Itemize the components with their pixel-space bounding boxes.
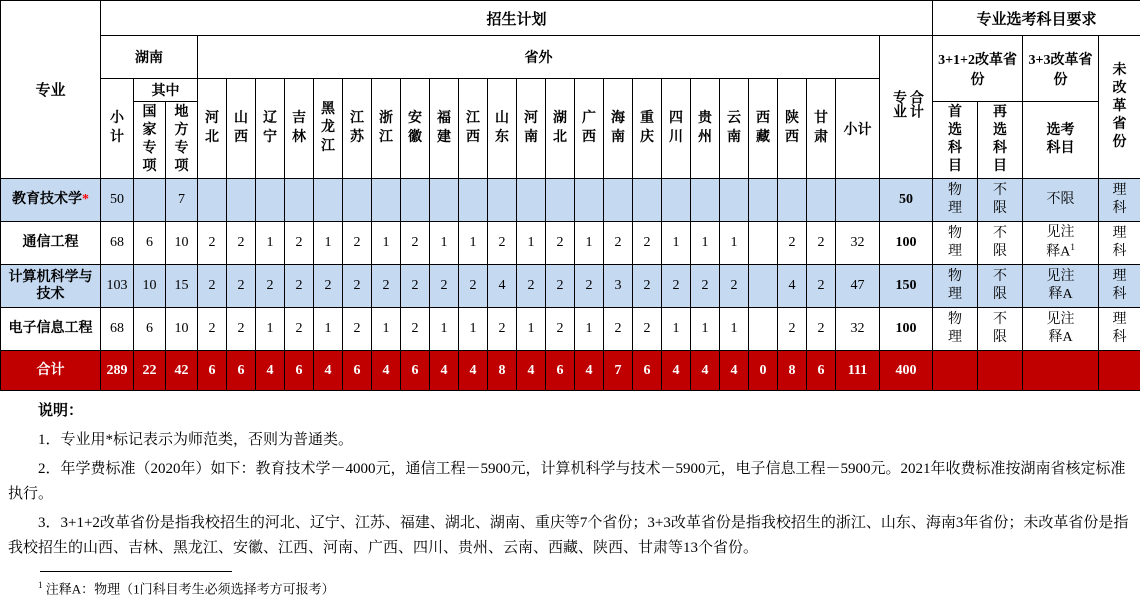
cell-province-6: 1 xyxy=(372,222,401,265)
cell-province-21: 6 xyxy=(807,351,836,391)
header-national-special xyxy=(134,102,166,179)
cell-province-0: 2 xyxy=(198,308,227,351)
cell-national-special: 6 xyxy=(134,222,166,265)
cell-province-13: 2 xyxy=(575,265,604,308)
province-label: 吉林 xyxy=(291,110,306,146)
cell-major-name xyxy=(1,222,101,265)
cell-province-16 xyxy=(662,179,691,222)
major-name: 合计 xyxy=(37,363,65,378)
cell-province-6: 4 xyxy=(372,351,401,391)
province-label: 云南 xyxy=(726,110,741,146)
cell-value: 不限 xyxy=(992,268,1007,304)
cell-province-21: 2 xyxy=(807,265,836,308)
cell-province-16: 4 xyxy=(662,351,691,391)
cell-value: 物理 xyxy=(947,225,962,261)
cell-national-special: 22 xyxy=(134,351,166,391)
cell-province-12: 2 xyxy=(546,308,575,351)
header-province xyxy=(430,79,459,179)
cell-province-3: 6 xyxy=(285,351,314,391)
header-second-subject xyxy=(978,102,1023,179)
province-label: 河南 xyxy=(523,110,538,146)
cell-hunan-subtotal: 50 xyxy=(101,179,134,222)
major-name: 教育技术学 xyxy=(12,192,82,207)
cell-province-19 xyxy=(749,265,778,308)
header-exam-subject-label: 选考科目 xyxy=(1044,122,1078,158)
cell-province-6: 2 xyxy=(372,265,401,308)
header-province xyxy=(633,79,662,179)
province-label: 广西 xyxy=(581,110,596,146)
cell-province-14: 3 xyxy=(604,265,633,308)
header-first-subject-label: 首选科目 xyxy=(947,104,962,177)
header-province xyxy=(488,79,517,179)
cell-province-14: 2 xyxy=(604,308,633,351)
cell-unreformed xyxy=(1099,222,1140,265)
cell-major-name xyxy=(1,265,101,308)
province-label: 海南 xyxy=(610,110,625,146)
cell-province-7: 2 xyxy=(401,308,430,351)
cell-province-1: 2 xyxy=(227,265,256,308)
cell-second-subject xyxy=(978,222,1023,265)
cell-province-9: 1 xyxy=(459,308,488,351)
cell-province-7 xyxy=(401,179,430,222)
cell-outside-subtotal: 111 xyxy=(836,351,880,391)
cell-province-1: 2 xyxy=(227,308,256,351)
province-label: 湖北 xyxy=(552,110,567,146)
cell-province-10: 2 xyxy=(488,308,517,351)
cell-province-8: 1 xyxy=(430,222,459,265)
province-label: 陕西 xyxy=(784,110,799,146)
cell-province-11: 1 xyxy=(517,222,546,265)
cell-national-special: 10 xyxy=(134,265,166,308)
footnote-separator xyxy=(40,571,232,572)
province-label: 浙江 xyxy=(378,110,393,146)
province-label: 西藏 xyxy=(755,110,770,146)
cell-province-12 xyxy=(546,179,575,222)
cell-unreformed xyxy=(1099,351,1140,391)
header-hunan-subtotal-label: 小计 xyxy=(109,110,124,146)
cell-province-17: 2 xyxy=(691,265,720,308)
cell-province-9: 4 xyxy=(459,351,488,391)
cell-province-1 xyxy=(227,179,256,222)
cell-province-5: 2 xyxy=(343,308,372,351)
cell-second-subject xyxy=(978,265,1023,308)
table-row xyxy=(1,179,1140,222)
note-item-2: 2．年学费标准（2020年）如下：教育技术学－4000元，通信工程－5900元，计算机科学与技术－5900元，电子信息工程－5900元。2021年收费标准按湖南省核定标准执行。 xyxy=(8,457,1132,507)
cell-province-19: 0 xyxy=(749,351,778,391)
province-label: 贵州 xyxy=(697,110,712,146)
cell-first-subject xyxy=(933,351,978,391)
cell-province-5: 2 xyxy=(343,265,372,308)
cell-province-20: 8 xyxy=(778,351,807,391)
cell-province-21: 2 xyxy=(807,222,836,265)
cell-local-special: 42 xyxy=(166,351,198,391)
cell-province-21: 2 xyxy=(807,308,836,351)
cell-province-18: 2 xyxy=(720,265,749,308)
cell-local-special: 10 xyxy=(166,308,198,351)
cell-province-17: 4 xyxy=(691,351,720,391)
cell-province-10: 8 xyxy=(488,351,517,391)
cell-province-3: 2 xyxy=(285,222,314,265)
header-outside-subtotal: 小计 xyxy=(836,79,880,179)
cell-value: 见注释$A^1$ xyxy=(1044,224,1078,262)
province-label: 江苏 xyxy=(349,110,364,146)
province-label: 黑龙江 xyxy=(320,101,335,156)
header-province xyxy=(778,79,807,179)
cell-province-18: 1 xyxy=(720,308,749,351)
cell-province-4: 1 xyxy=(314,222,343,265)
header-row-top xyxy=(1,1,1140,36)
cell-province-4: 1 xyxy=(314,308,343,351)
header-unreformed-label: 未改革省份 xyxy=(1112,62,1127,153)
header-second-subject-label: 再选科目 xyxy=(992,104,1007,177)
header-province xyxy=(720,79,749,179)
cell-province-18 xyxy=(720,179,749,222)
header-local-special-label: 地方专项 xyxy=(174,104,189,177)
cell-province-15: 6 xyxy=(633,351,662,391)
cell-province-0: 6 xyxy=(198,351,227,391)
major-name: 通信工程 xyxy=(23,235,79,250)
cell-second-subject xyxy=(978,179,1023,222)
header-local-special xyxy=(166,102,198,179)
cell-first-subject xyxy=(933,222,978,265)
cell-major-name xyxy=(1,351,101,391)
footnote-sup: 1 xyxy=(38,580,43,590)
header-province xyxy=(227,79,256,179)
cell-province-20: 4 xyxy=(778,265,807,308)
cell-first-subject xyxy=(933,179,978,222)
cell-province-20: 2 xyxy=(778,308,807,351)
cell-province-2: 1 xyxy=(256,222,285,265)
cell-second-subject xyxy=(978,351,1023,391)
cell-province-13: 1 xyxy=(575,222,604,265)
cell-value: 见注释A xyxy=(1044,311,1078,347)
major-name: 电子信息工程 xyxy=(9,321,93,336)
province-label: 河北 xyxy=(204,110,219,146)
cell-value: 不限 xyxy=(992,311,1007,347)
cell-province-12: 2 xyxy=(546,265,575,308)
table-row xyxy=(1,265,1140,308)
header-province xyxy=(662,79,691,179)
cell-province-18: 4 xyxy=(720,351,749,391)
header-hunan: 湖南 xyxy=(101,36,198,79)
cell-province-5 xyxy=(343,179,372,222)
cell-first-subject xyxy=(933,265,978,308)
cell-province-0 xyxy=(198,179,227,222)
cell-province-19 xyxy=(749,308,778,351)
cell-province-8 xyxy=(430,179,459,222)
cell-province-5: 6 xyxy=(343,351,372,391)
cell-province-9: 1 xyxy=(459,222,488,265)
cell-province-13 xyxy=(575,179,604,222)
cell-major-total: 100 xyxy=(880,308,933,351)
cell-outside-subtotal xyxy=(836,179,880,222)
cell-province-2 xyxy=(256,179,285,222)
header-enrollment-plan: 招生计划 xyxy=(101,1,933,36)
asterisk: * xyxy=(82,192,89,207)
cell-hunan-subtotal: 68 xyxy=(101,308,134,351)
header-province xyxy=(517,79,546,179)
cell-province-3: 2 xyxy=(285,308,314,351)
header-province xyxy=(343,79,372,179)
cell-outside-subtotal: 32 xyxy=(836,308,880,351)
note-item-3: 3．3+1+2改革省份是指我校招生的河北、辽宁、江苏、福建、湖北、湖南、重庆等7个省份；3+3改革省份是指我校招生的浙江、山东、海南3年省份；未改革省份是指我校招生的山西、吉林、黑龙江、安徽、江西、河南、广西、四川、贵州、云南、西藏、陕西、甘肃等13个省份。 xyxy=(8,511,1132,561)
cell-value: 理科 xyxy=(1112,268,1127,304)
cell-value: 物理 xyxy=(947,268,962,304)
header-reform-312: 3+1+2改革省份 xyxy=(933,36,1023,102)
province-label: 江西 xyxy=(465,110,480,146)
cell-unreformed xyxy=(1099,308,1140,351)
cell-province-11: 1 xyxy=(517,308,546,351)
cell-province-20 xyxy=(778,179,807,222)
cell-province-18: 1 xyxy=(720,222,749,265)
cell-province-12: 2 xyxy=(546,222,575,265)
province-label: 山西 xyxy=(233,110,248,146)
cell-major-total: 150 xyxy=(880,265,933,308)
cell-first-subject xyxy=(933,308,978,351)
cell-hunan-subtotal: 289 xyxy=(101,351,134,391)
cell-province-16: 2 xyxy=(662,265,691,308)
header-major: 专业 xyxy=(1,1,101,179)
cell-province-19 xyxy=(749,179,778,222)
cell-province-17 xyxy=(691,179,720,222)
cell-province-1: 6 xyxy=(227,351,256,391)
header-province xyxy=(604,79,633,179)
header-province xyxy=(546,79,575,179)
cell-province-3 xyxy=(285,179,314,222)
cell-value: 不限 xyxy=(992,182,1007,218)
cell-province-8: 2 xyxy=(430,265,459,308)
header-among: 其中 xyxy=(134,79,198,102)
cell-province-4: 2 xyxy=(314,265,343,308)
cell-national-special: 6 xyxy=(134,308,166,351)
header-province xyxy=(749,79,778,179)
cell-province-4 xyxy=(314,179,343,222)
header-province xyxy=(575,79,604,179)
cell-second-subject xyxy=(978,308,1023,351)
cell-province-10: 2 xyxy=(488,222,517,265)
cell-province-13: 4 xyxy=(575,351,604,391)
cell-province-11 xyxy=(517,179,546,222)
header-national-special-label: 国家专项 xyxy=(142,104,157,177)
header-province xyxy=(314,79,343,179)
cell-province-11: 4 xyxy=(517,351,546,391)
cell-province-8: 4 xyxy=(430,351,459,391)
cell-province-10: 4 xyxy=(488,265,517,308)
notes-section xyxy=(0,391,1140,561)
footnote-text: 注释A：物理（1门科目考生必须选择考方可报考） xyxy=(46,581,335,596)
cell-province-5: 2 xyxy=(343,222,372,265)
cell-province-7: 6 xyxy=(401,351,430,391)
header-first-subject xyxy=(933,102,978,179)
cell-province-11: 2 xyxy=(517,265,546,308)
cell-province-0: 2 xyxy=(198,265,227,308)
cell-province-14: 7 xyxy=(604,351,633,391)
cell-major-name xyxy=(1,308,101,351)
cell-province-6: 1 xyxy=(372,308,401,351)
header-exam-subject xyxy=(1023,102,1099,179)
header-province xyxy=(198,79,227,179)
cell-local-special: 15 xyxy=(166,265,198,308)
header-province xyxy=(285,79,314,179)
cell-major-name xyxy=(1,179,101,222)
cell-province-16: 1 xyxy=(662,308,691,351)
header-province xyxy=(256,79,285,179)
header-reform-33: 3+3改革省份 xyxy=(1023,36,1099,102)
cell-province-1: 2 xyxy=(227,222,256,265)
cell-major-total: 400 xyxy=(880,351,933,391)
cell-value: 理科 xyxy=(1112,311,1127,347)
cell-province-15: 2 xyxy=(633,265,662,308)
cell-province-14 xyxy=(604,179,633,222)
header-province xyxy=(372,79,401,179)
cell-unreformed xyxy=(1099,265,1140,308)
cell-exam-subject xyxy=(1023,222,1099,265)
cell-exam-subject xyxy=(1023,179,1099,222)
cell-outside-subtotal: 47 xyxy=(836,265,880,308)
cell-province-2: 2 xyxy=(256,265,285,308)
header-province xyxy=(807,79,836,179)
cell-hunan-subtotal: 103 xyxy=(101,265,134,308)
cell-province-15: 2 xyxy=(633,308,662,351)
cell-exam-subject xyxy=(1023,351,1099,391)
cell-province-20: 2 xyxy=(778,222,807,265)
cell-province-7: 2 xyxy=(401,222,430,265)
cell-province-16: 1 xyxy=(662,222,691,265)
cell-province-2: 4 xyxy=(256,351,285,391)
table-row xyxy=(1,222,1140,265)
header-outside-province: 省外 xyxy=(198,36,880,79)
cell-value: 不限 xyxy=(1044,191,1078,209)
header-major-total-label: 专业合计 xyxy=(889,86,923,122)
cell-local-special: 7 xyxy=(166,179,198,222)
table-row xyxy=(1,351,1140,391)
cell-province-4: 4 xyxy=(314,351,343,391)
cell-province-0: 2 xyxy=(198,222,227,265)
cell-exam-subject xyxy=(1023,308,1099,351)
cell-province-3: 2 xyxy=(285,265,314,308)
cell-unreformed xyxy=(1099,179,1140,222)
province-label: 重庆 xyxy=(639,110,654,146)
cell-province-6 xyxy=(372,179,401,222)
province-label: 山东 xyxy=(494,110,509,146)
major-name: 计算机科学与技术 xyxy=(9,270,93,303)
cell-province-21 xyxy=(807,179,836,222)
cell-value: 不限 xyxy=(992,225,1007,261)
header-major-total xyxy=(880,36,933,179)
cell-province-19 xyxy=(749,222,778,265)
cell-value: 物理 xyxy=(947,182,962,218)
province-label: 辽宁 xyxy=(262,110,277,146)
header-row-region xyxy=(1,36,1140,79)
cell-value: 理科 xyxy=(1112,182,1127,218)
cell-province-13: 1 xyxy=(575,308,604,351)
table-row xyxy=(1,308,1140,351)
header-province xyxy=(691,79,720,179)
province-label: 福建 xyxy=(436,110,451,146)
header-hunan-subtotal xyxy=(101,79,134,179)
cell-province-8: 1 xyxy=(430,308,459,351)
cell-hunan-subtotal: 68 xyxy=(101,222,134,265)
header-unreformed xyxy=(1099,36,1140,179)
cell-province-2: 1 xyxy=(256,308,285,351)
cell-province-12: 6 xyxy=(546,351,575,391)
cell-value: 理科 xyxy=(1112,225,1127,261)
notes-heading: 说明： xyxy=(8,399,1132,424)
cell-province-7: 2 xyxy=(401,265,430,308)
cell-province-9 xyxy=(459,179,488,222)
cell-province-15: 2 xyxy=(633,222,662,265)
cell-province-10 xyxy=(488,179,517,222)
cell-local-special: 10 xyxy=(166,222,198,265)
cell-exam-subject xyxy=(1023,265,1099,308)
footnote xyxy=(8,575,1140,599)
cell-province-14: 2 xyxy=(604,222,633,265)
cell-national-special xyxy=(134,179,166,222)
cell-outside-subtotal: 32 xyxy=(836,222,880,265)
cell-province-15 xyxy=(633,179,662,222)
cell-province-17: 1 xyxy=(691,308,720,351)
province-label: 四川 xyxy=(668,110,683,146)
header-province xyxy=(401,79,430,179)
header-subject-requirements: 专业选考科目要求 xyxy=(933,1,1140,36)
note-item-1: 1．专业用*标记表示为师范类，否则为普通类。 xyxy=(8,428,1132,453)
cell-value: 物理 xyxy=(947,311,962,347)
cell-major-total: 50 xyxy=(880,179,933,222)
cell-major-total: 100 xyxy=(880,222,933,265)
cell-province-17: 1 xyxy=(691,222,720,265)
header-province xyxy=(459,79,488,179)
cell-province-9: 2 xyxy=(459,265,488,308)
cell-value: 见注释A xyxy=(1044,268,1078,304)
province-label: 甘肃 xyxy=(813,110,828,146)
province-label: 安徽 xyxy=(407,110,422,146)
